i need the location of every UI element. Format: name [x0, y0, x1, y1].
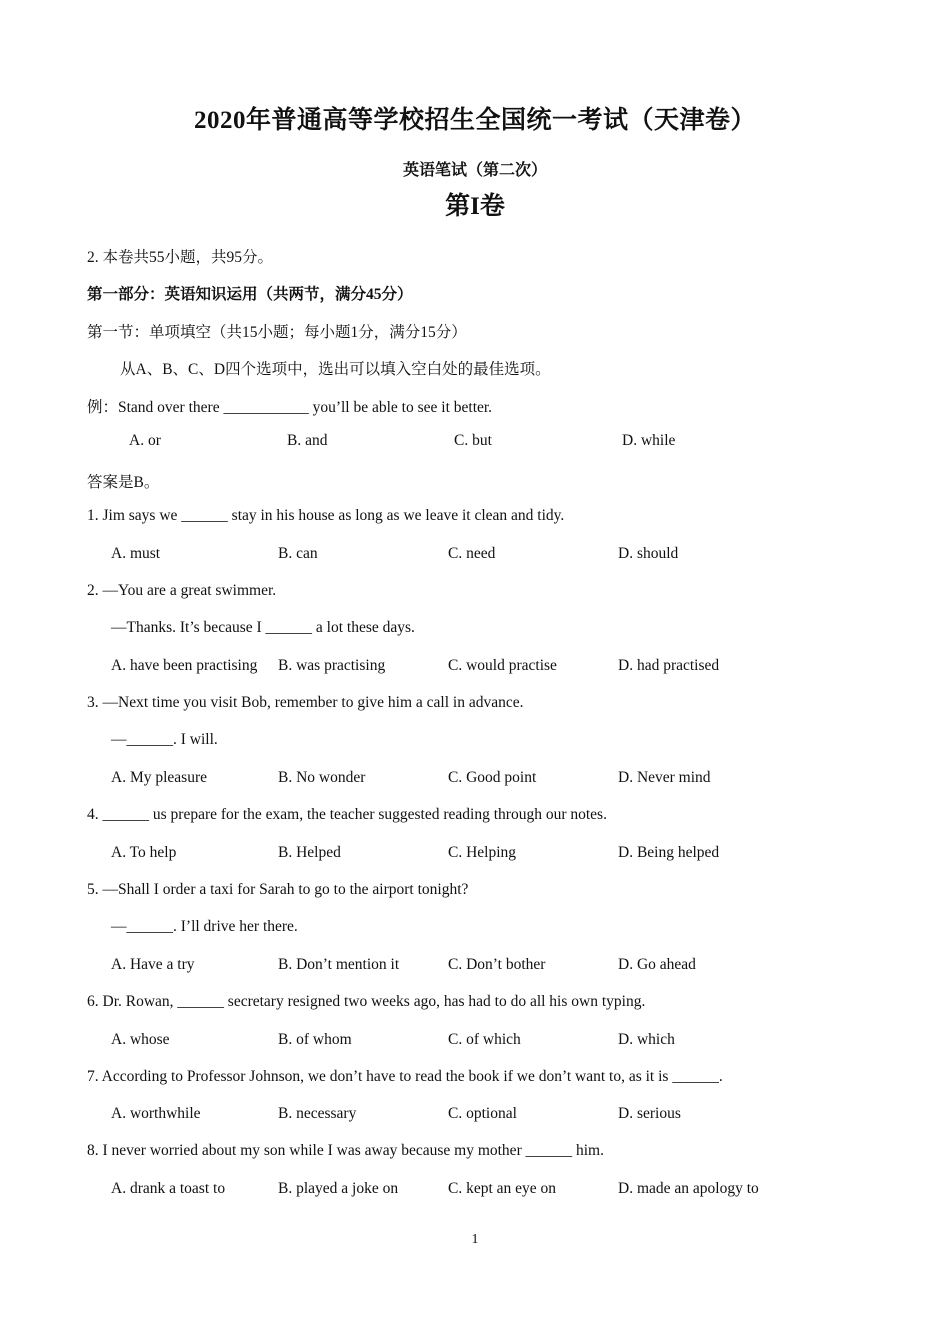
- option-d: D. Being helped: [618, 844, 720, 861]
- option-d: D. made an apology to: [618, 1180, 759, 1197]
- question-stem: 4. ______ us prepare for the exam, the teacher suggested reading through our notes.: [87, 806, 607, 823]
- option-b: B. was practising: [278, 657, 386, 674]
- option-c: C. of which: [448, 1031, 521, 1048]
- option-b: B. necessary: [278, 1105, 357, 1122]
- option-b: B. can: [278, 545, 318, 562]
- example-answer: 答案是B。: [87, 474, 160, 491]
- option-a: A. To help: [111, 844, 177, 861]
- option-c: C. Helping: [448, 844, 517, 861]
- option-d: D. had practised: [618, 657, 720, 674]
- volume-heading: 第I卷: [445, 193, 505, 220]
- question-dialogue: —Thanks. It’s because I ______ a lot these days.: [111, 619, 415, 636]
- option-d: D. serious: [618, 1105, 681, 1122]
- option-b: B. Helped: [278, 844, 341, 861]
- option-c: C. kept an eye on: [448, 1180, 557, 1197]
- example-option-b: B. and: [287, 432, 328, 449]
- option-a: A. drank a toast to: [111, 1180, 226, 1197]
- option-a: A. My pleasure: [111, 769, 207, 786]
- option-a: A. have been practising: [111, 657, 258, 674]
- option-b: B. played a joke on: [278, 1180, 399, 1197]
- example-option-a: A. or: [129, 432, 161, 449]
- option-b: B. of whom: [278, 1031, 352, 1048]
- option-c: C. Good point: [448, 769, 537, 786]
- exam-title: 2020年普通高等学校招生全国统一考试（天津卷）: [193, 107, 756, 134]
- question-dialogue: —______. I’ll drive her there.: [111, 918, 298, 935]
- volume-note: 2. 本卷共55小题，共95分。: [87, 249, 274, 266]
- question-stem: 8. I never worried about my son while I was away because my mother ______ him.: [87, 1142, 604, 1159]
- question-stem: 1. Jim says we ______ stay in his house as long as we leave it clean and tidy.: [87, 507, 565, 524]
- option-d: D. Go ahead: [618, 956, 696, 973]
- example-stem: 例：Stand over there ___________ you’ll be able to see it better.: [87, 399, 493, 416]
- page-number: 1: [471, 1232, 479, 1247]
- option-d: D. should: [618, 545, 679, 562]
- option-b: B. No wonder: [278, 769, 366, 786]
- question-dialogue: —______. I will.: [111, 731, 218, 748]
- option-a: A. whose: [111, 1031, 170, 1048]
- option-a: A. worthwhile: [111, 1105, 201, 1122]
- option-c: C. need: [448, 545, 496, 562]
- question-stem: 5. —Shall I order a taxi for Sarah to go to the airport tonight?: [87, 881, 469, 898]
- option-a: A. must: [111, 545, 161, 562]
- option-c: C. optional: [448, 1105, 517, 1122]
- option-d: D. Never mind: [618, 769, 711, 786]
- question-stem: 3. —Next time you visit Bob, remember to give him a call in advance.: [87, 694, 524, 711]
- exam-subtitle: 英语笔试（第二次）: [402, 162, 547, 179]
- option-b: B. Don’t mention it: [278, 956, 400, 973]
- example-option-c: C. but: [454, 432, 492, 449]
- example-option-d: D. while: [622, 432, 676, 449]
- option-a: A. Have a try: [111, 956, 195, 973]
- question-stem: 2. —You are a great swimmer.: [87, 582, 277, 599]
- section-heading: 第一节：单项填空（共15小题；每小题1分，满分15分）: [87, 324, 467, 341]
- question-stem: 6. Dr. Rowan, ______ secretary resigned two weeks ago, has had to do all his own typing.: [87, 993, 646, 1010]
- option-c: C. would practise: [448, 657, 557, 674]
- part-heading: 第一部分：英语知识运用（共两节，满分45分）: [87, 286, 413, 303]
- option-d: D. which: [618, 1031, 675, 1048]
- instruction-text: 从A、B、C、D四个选项中，选出可以填入空白处的最佳选项。: [120, 361, 551, 378]
- question-stem: 7. According to Professor Johnson, we don’t have to read the book if we don’t want to, as it is ______.: [87, 1068, 723, 1085]
- option-c: C. Don’t bother: [448, 956, 546, 973]
